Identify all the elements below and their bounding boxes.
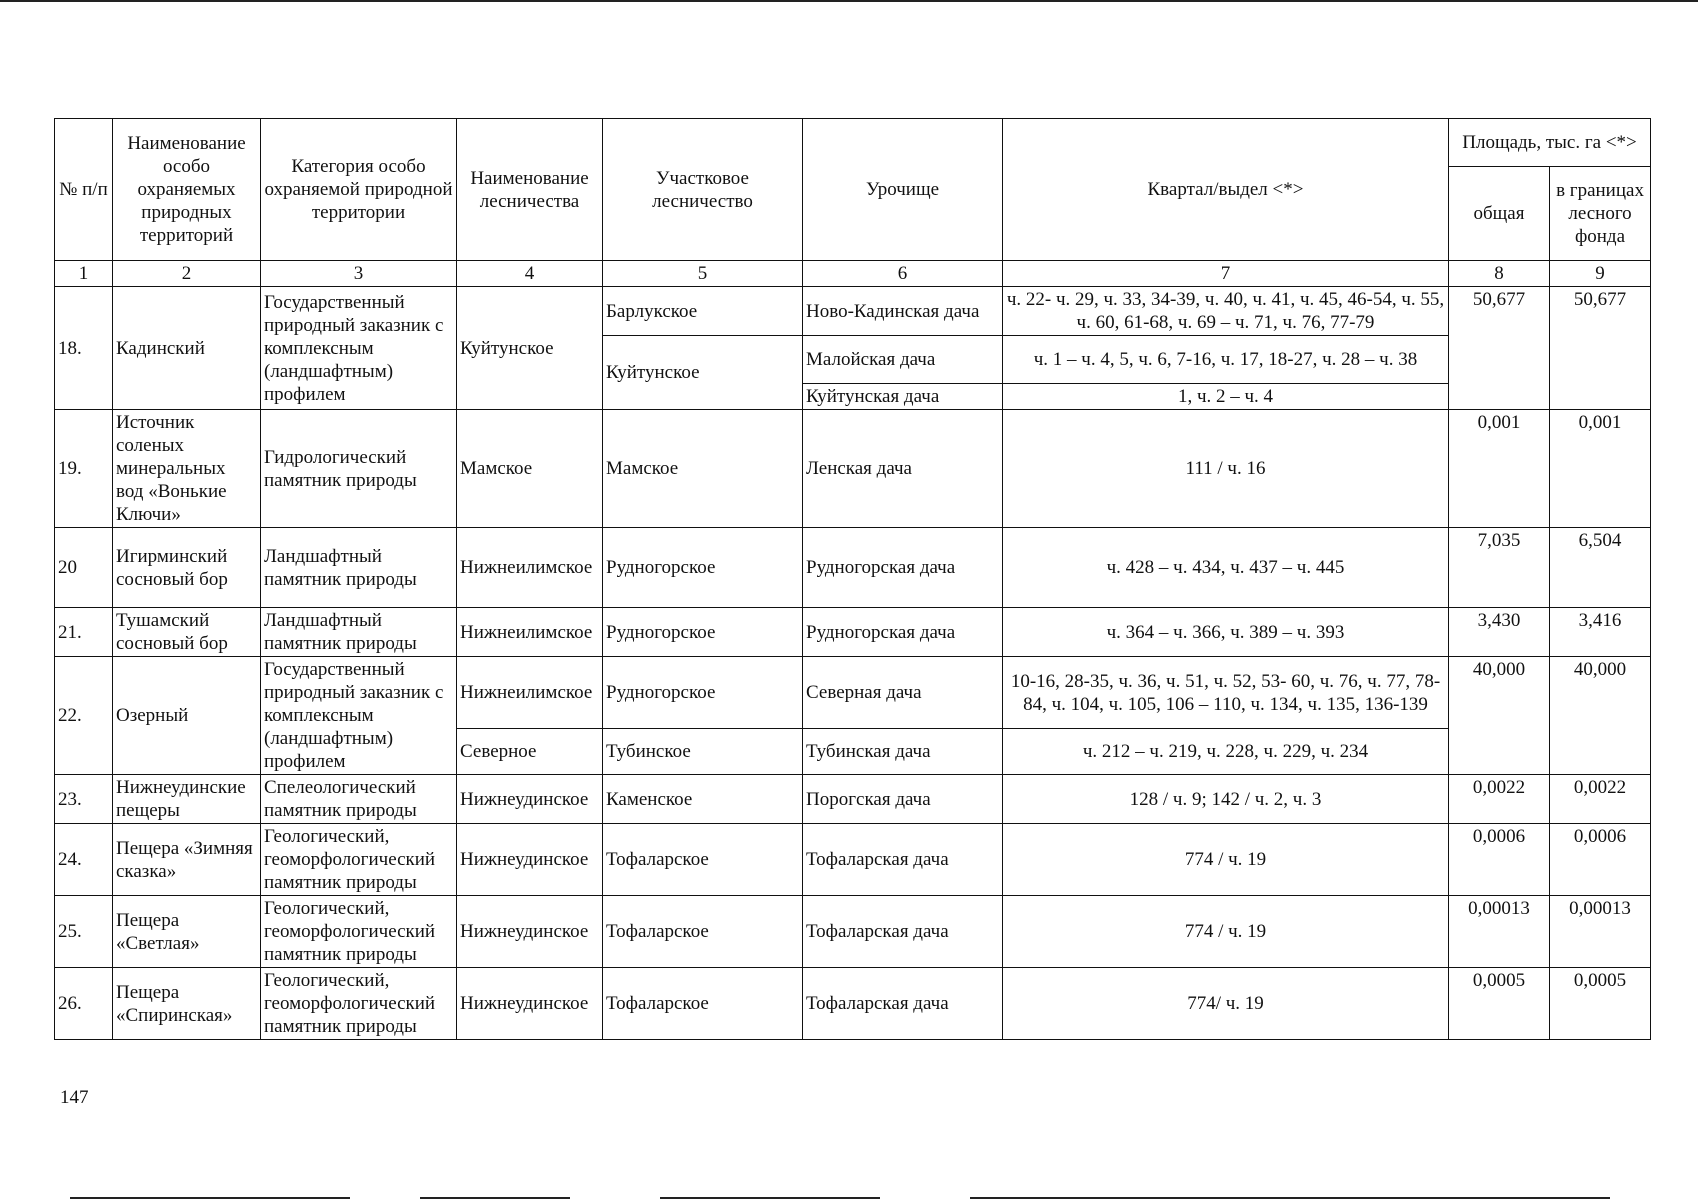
area-total: 0,001 [1449, 410, 1550, 528]
territory-name: Пещера «Зимняя сказка» [113, 824, 261, 896]
tract: Северная дача [803, 657, 1003, 729]
territory-category: Спелеологический памятник природы [261, 775, 457, 824]
tract: Тофаларская дача [803, 824, 1003, 896]
tract: Рудногорская дача [803, 528, 1003, 608]
forestry-name: Мамское [457, 410, 603, 528]
area-total: 3,430 [1449, 608, 1550, 657]
tract: Тубинская дача [803, 729, 1003, 775]
area-total: 50,677 [1449, 287, 1550, 410]
area-total: 0,0006 [1449, 824, 1550, 896]
quarter: ч. 212 – ч. 219, ч. 228, ч. 229, ч. 234 [1003, 729, 1449, 775]
area-forest: 50,677 [1550, 287, 1651, 410]
territory-name: Пещера «Светлая» [113, 896, 261, 968]
territory-name: Источник соленых минеральных вод «Вонькие Ключи» [113, 410, 261, 528]
row-number: 20 [55, 528, 113, 608]
row-number: 26. [55, 968, 113, 1040]
column-number-row [55, 261, 1651, 287]
sub-forestry: Каменское [603, 775, 803, 824]
row-number: 23. [55, 775, 113, 824]
row-number: 18. [55, 287, 113, 410]
territory-name: Нижнеудинские пещеры [113, 775, 261, 824]
row-number: 25. [55, 896, 113, 968]
header-category: Категория особо охраняемой природной территории [261, 119, 457, 261]
territory-category: Гидрологический памятник природы [261, 410, 457, 528]
quarter: 10-16, 28-35, ч. 36, ч. 51, ч. 52, 53- 60, ч. 76, ч. 77, 78-84, ч. 104, ч. 105, 106 – 110, ч. 134, ч. 135, 136-139 [1003, 657, 1449, 729]
header-sub-forestry: Участковое лесничество [603, 119, 803, 261]
scan-edge-top [0, 0, 1698, 2]
area-forest: 0,0006 [1550, 824, 1651, 896]
territory-name: Озерный [113, 657, 261, 775]
sub-forestry: Рудногорское [603, 608, 803, 657]
table-row [55, 657, 1651, 729]
forestry-name: Нижнеудинское [457, 968, 603, 1040]
area-forest: 0,00013 [1550, 896, 1651, 968]
sub-forestry: Барлукское [603, 287, 803, 336]
quarter: ч. 428 – ч. 434, ч. 437 – ч. 445 [1003, 528, 1449, 608]
area-forest: 0,0005 [1550, 968, 1651, 1040]
row-number: 24. [55, 824, 113, 896]
area-forest: 6,504 [1550, 528, 1651, 608]
table-row [55, 775, 1651, 824]
sub-forestry: Куйтунское [603, 336, 803, 410]
sub-forestry: Рудногорское [603, 528, 803, 608]
scan-edge-bottom-2 [420, 1197, 570, 1199]
sub-forestry: Тубинское [603, 729, 803, 775]
forestry-name: Нижнеудинское [457, 775, 603, 824]
area-total: 7,035 [1449, 528, 1550, 608]
row-number: 22. [55, 657, 113, 775]
page-number: 147 [60, 1087, 89, 1108]
tract: Тофаларская дача [803, 896, 1003, 968]
table-row [55, 824, 1651, 896]
territory-category: Геологический, геоморфологический памятник природы [261, 896, 457, 968]
column-number: 3 [261, 261, 457, 287]
quarter: ч. 1 – ч. 4, 5, ч. 6, 7-16, ч. 17, 18-27, ч. 28 – ч. 38 [1003, 336, 1449, 384]
quarter: 1, ч. 2 – ч. 4 [1003, 384, 1449, 410]
quarter: ч. 22- ч. 29, ч. 33, 34-39, ч. 40, ч. 41, ч. 45, 46-54, ч. 55, ч. 60, 61-68, ч. 69 – ч. 71, ч. 76, 77-79 [1003, 287, 1449, 336]
forestry-name: Нижнеилимское [457, 528, 603, 608]
table-row [55, 968, 1651, 1040]
territory-name: Тушамский сосновый бор [113, 608, 261, 657]
forestry-name: Нижнеудинское [457, 824, 603, 896]
quarter: 774 / ч. 19 [1003, 896, 1449, 968]
territory-category: Ландшафтный памятник природы [261, 608, 457, 657]
area-total: 0,0022 [1449, 775, 1550, 824]
tract: Рудногорская дача [803, 608, 1003, 657]
quarter: ч. 364 – ч. 366, ч. 389 – ч. 393 [1003, 608, 1449, 657]
tract: Тофаларская дача [803, 968, 1003, 1040]
tract: Порогская дача [803, 775, 1003, 824]
tract: Ленская дача [803, 410, 1003, 528]
sub-forestry: Рудногорское [603, 657, 803, 729]
column-number: 8 [1449, 261, 1550, 287]
area-forest: 3,416 [1550, 608, 1651, 657]
forestry-name: Нижнеилимское [457, 657, 603, 729]
table-row [55, 528, 1651, 608]
tract: Куйтунская дача [803, 384, 1003, 410]
header-territory-name: Наименование особо охраняемых природных территорий [113, 119, 261, 261]
protected-areas-table [54, 118, 1651, 1040]
quarter: 774 / ч. 19 [1003, 824, 1449, 896]
area-total: 0,00013 [1449, 896, 1550, 968]
column-number: 5 [603, 261, 803, 287]
row-number: 19. [55, 410, 113, 528]
column-number: 2 [113, 261, 261, 287]
row-number: 21. [55, 608, 113, 657]
sub-forestry: Мамское [603, 410, 803, 528]
header-area: Площадь, тыс. га <*> [1449, 119, 1651, 167]
header-quarter: Квартал/выдел <*> [1003, 119, 1449, 261]
header-area-forest: в границах лесного фонда [1550, 167, 1651, 261]
tract: Малойская дача [803, 336, 1003, 384]
forestry-name: Северное [457, 729, 603, 775]
column-number: 6 [803, 261, 1003, 287]
territory-name: Кадинский [113, 287, 261, 410]
column-number: 9 [1550, 261, 1651, 287]
quarter: 774/ ч. 19 [1003, 968, 1449, 1040]
area-total: 0,0005 [1449, 968, 1550, 1040]
territory-category: Государственный природный заказник с комплексным (ландшафтным) профилем [261, 287, 457, 410]
column-number: 7 [1003, 261, 1449, 287]
tract: Ново-Кадинская дача [803, 287, 1003, 336]
table-row [55, 287, 1651, 336]
area-forest: 0,001 [1550, 410, 1651, 528]
sub-forestry: Тофаларское [603, 968, 803, 1040]
area-forest: 40,000 [1550, 657, 1651, 775]
column-number: 1 [55, 261, 113, 287]
territory-name: Игирминский сосновый бор [113, 528, 261, 608]
table-row [55, 410, 1651, 528]
territory-name: Пещера «Спиринская» [113, 968, 261, 1040]
header-tract: Урочище [803, 119, 1003, 261]
header-area-total: общая [1449, 167, 1550, 261]
territory-category: Геологический, геоморфологический памятник природы [261, 968, 457, 1040]
sub-forestry: Тофаларское [603, 824, 803, 896]
forestry-name: Нижнеудинское [457, 896, 603, 968]
sub-forestry: Тофаларское [603, 896, 803, 968]
quarter: 111 / ч. 16 [1003, 410, 1449, 528]
scan-edge-bottom-4 [970, 1197, 1610, 1199]
table-row [55, 608, 1651, 657]
header-forestry: Наименование лесничества [457, 119, 603, 261]
table-row [55, 896, 1651, 968]
quarter: 128 / ч. 9; 142 / ч. 2, ч. 3 [1003, 775, 1449, 824]
scan-edge-bottom-3 [660, 1197, 880, 1199]
territory-category: Ландшафтный памятник природы [261, 528, 457, 608]
header-row [55, 119, 1651, 167]
forestry-name: Нижнеилимское [457, 608, 603, 657]
forestry-name: Куйтунское [457, 287, 603, 410]
territory-category: Государственный природный заказник с комплексным (ландшафтным) профилем [261, 657, 457, 775]
area-forest: 0,0022 [1550, 775, 1651, 824]
header-number: № п/п [55, 119, 113, 261]
scan-edge-bottom-1 [70, 1197, 350, 1199]
area-total: 40,000 [1449, 657, 1550, 775]
territory-category: Геологический, геоморфологический памятник природы [261, 824, 457, 896]
column-number: 4 [457, 261, 603, 287]
